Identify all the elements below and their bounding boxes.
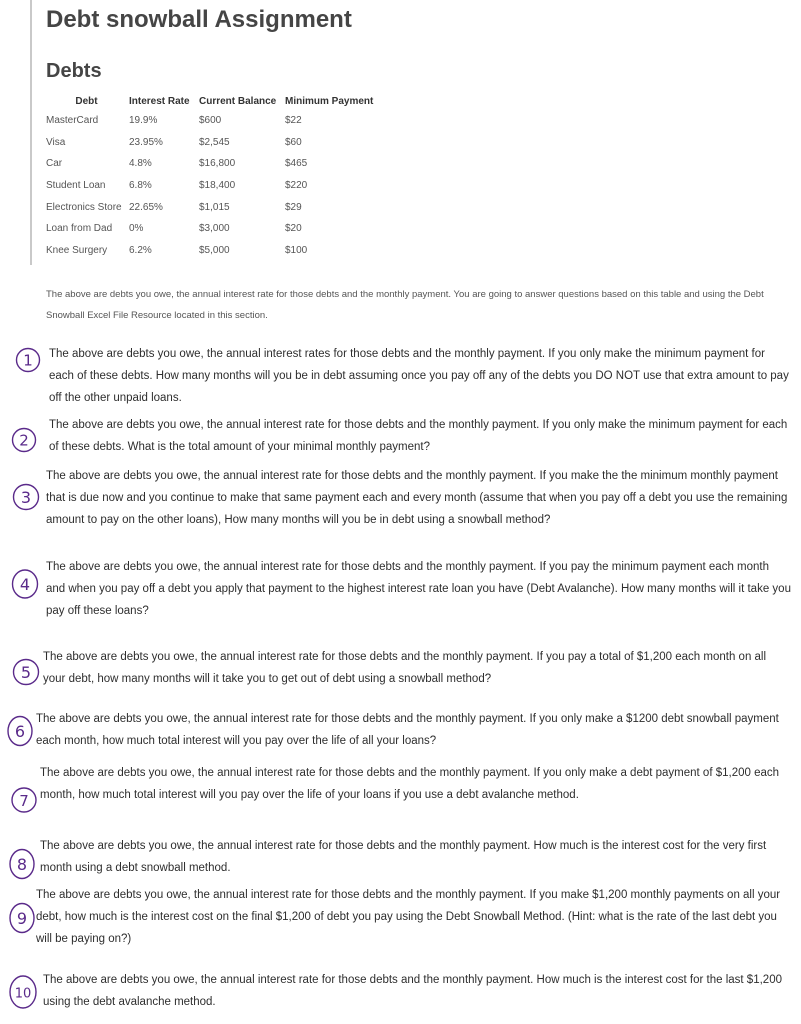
question-number: 8 (16, 855, 28, 874)
question-number: 4 (19, 575, 31, 594)
cell-current-balance: $16,800 (199, 158, 236, 170)
handwritten-number-8-icon (7, 847, 37, 881)
assignment-header-section (30, 0, 792, 265)
column-header-interest-rate: Interest Rate (129, 95, 190, 107)
question-number: 2 (19, 431, 29, 450)
cell-current-balance: $18,400 (199, 180, 236, 192)
question-3-text: The above are debts you owe, the annual interest rate for those debts and the monthly payment. If you make the the minimum monthly payment that is due now and you continue to make that same payment each and every month (assume that when you pay off a debt you use the remaining amount to pay on the other loans), How many months will you be in debt using a snowball method? (46, 470, 788, 526)
cell-interest-rate: 0% (129, 223, 144, 235)
cell-interest-rate: 4.8% (129, 158, 152, 170)
cell-minimum-payment: $20 (285, 223, 302, 235)
question-6-text: The above are debts you owe, the annual interest rate for those debts and the monthly payment. If you only make a $1200 debt snowball payment each month, how much total interest will you pay over the life of all your loans? (36, 713, 779, 747)
cell-current-balance: $5,000 (199, 244, 230, 256)
cell-interest-rate: 6.2% (129, 244, 152, 256)
table-row (46, 153, 387, 175)
column-header-current-balance: Current Balance (199, 95, 277, 107)
cell-current-balance: $1,015 (199, 201, 230, 213)
cell-interest-rate: 6.8% (129, 180, 152, 192)
cell-debt: Electronics Store (46, 201, 122, 213)
table-row (46, 240, 387, 262)
cell-interest-rate: 22.65% (129, 201, 163, 213)
column-header-debt: Debt (75, 95, 98, 107)
cell-minimum-payment: $220 (285, 180, 308, 192)
column-header-minimum-payment: Minimum Payment (285, 95, 374, 107)
page-title: Debt snowball Assignment (46, 6, 352, 33)
table-row (46, 218, 387, 240)
cell-current-balance: $3,000 (199, 223, 230, 235)
table-row (46, 132, 387, 154)
question-number: 7 (19, 792, 29, 810)
question-9-text: The above are debts you owe, the annual interest rate for those debts and the monthly payment. If you make $1,200 monthly payments on all your debt, how much is the interest cost on the final $1,200 of debt you pay using the Debt Snowball Method. (Hint: what is the rate of the last debt you will be paying on?) (36, 889, 781, 945)
cell-debt: Visa (46, 136, 66, 148)
question-7-text: The above are debts you owe, the annual interest rate for those debts and the monthly payment. If you only make a debt payment of $1,200 each month, how much total interest will you pay over the life of your loans if you use a debt avalanche method. (40, 767, 780, 801)
question-10-text: The above are debts you owe, the annual interest rate for those debts and the monthly payment. How much is the interest cost for the last $1,200 using the debt avalanche method. (43, 974, 782, 1008)
cell-minimum-payment: $100 (285, 244, 308, 256)
handwritten-number-4-icon (10, 567, 40, 601)
debts-table (46, 92, 387, 261)
table-header-row (46, 92, 387, 110)
cell-interest-rate: 19.9% (129, 115, 158, 127)
table-row (46, 196, 387, 218)
question-8-text: The above are debts you owe, the annual interest rate for those debts and the monthly payment. How much is the interest cost for the very first month using a debt snowball method. (40, 840, 767, 874)
handwritten-number-6-icon (5, 714, 35, 748)
question-2-text: The above are debts you owe, the annual interest rate for those debts and the monthly payment. If you only make the minimum payment for each of these debts. What is the total amount of your minimal monthly payment? (49, 419, 788, 453)
handwritten-number-9-icon (7, 901, 37, 935)
cell-debt: Car (46, 158, 63, 170)
table-row (46, 175, 387, 197)
question-number: 6 (14, 722, 26, 741)
intro-text: The above are debts you owe, the annual interest rate for those debts and the monthly payment. You are going to answer questions based on this table and using the Debt Snowball Excel File Resource located in this section. (46, 289, 764, 321)
question-number: 1 (23, 351, 33, 370)
handwritten-number-7-icon (9, 785, 39, 815)
question-number: 9 (16, 909, 28, 928)
handwritten-number-2-icon (10, 426, 38, 454)
cell-current-balance: $600 (199, 115, 222, 127)
cell-debt: Knee Surgery (46, 244, 108, 256)
handwritten-number-1-icon (14, 346, 42, 374)
question-5-text: The above are debts you owe, the annual interest rate for those debts and the monthly payment. If you pay a total of $1,200 each month on all your debt, how many months will it take you to get out of debt using a snowball method? (43, 651, 767, 685)
question-number: 5 (20, 663, 32, 682)
cell-debt: Loan from Dad (46, 223, 113, 235)
handwritten-number-5-icon (11, 657, 41, 687)
cell-minimum-payment: $22 (285, 115, 302, 127)
handwritten-number-3-icon (11, 481, 41, 513)
question-1-text: The above are debts you owe, the annual interest rates for those debts and the monthly payment. If you only make the minimum payment for each of these debts. How many months will you be in debt assuming once you pay off any of the debts you DO NOT use that extra amount to pay off the other unpaid loans. (49, 348, 789, 404)
table-row (46, 110, 387, 132)
cell-debt: Student Loan (46, 180, 106, 192)
cell-minimum-payment: $465 (285, 158, 308, 170)
question-number: 3 (20, 488, 32, 507)
cell-minimum-payment: $29 (285, 201, 302, 213)
cell-minimum-payment: $60 (285, 136, 302, 148)
question-number: 10 (14, 986, 32, 1002)
cell-interest-rate: 23.95% (129, 136, 163, 148)
handwritten-number-10-icon (7, 973, 39, 1011)
cell-debt: MasterCard (46, 115, 99, 127)
section-heading-debts: Debts (46, 60, 102, 82)
question-4-text: The above are debts you owe, the annual interest rate for those debts and the monthly payment. If you pay the minimum payment each month and when you pay off a debt you apply that payment to the highest interest rate loan you have (Debt Avalanche). How many months will it take you pay off these loans? (46, 561, 791, 617)
cell-current-balance: $2,545 (199, 136, 230, 148)
